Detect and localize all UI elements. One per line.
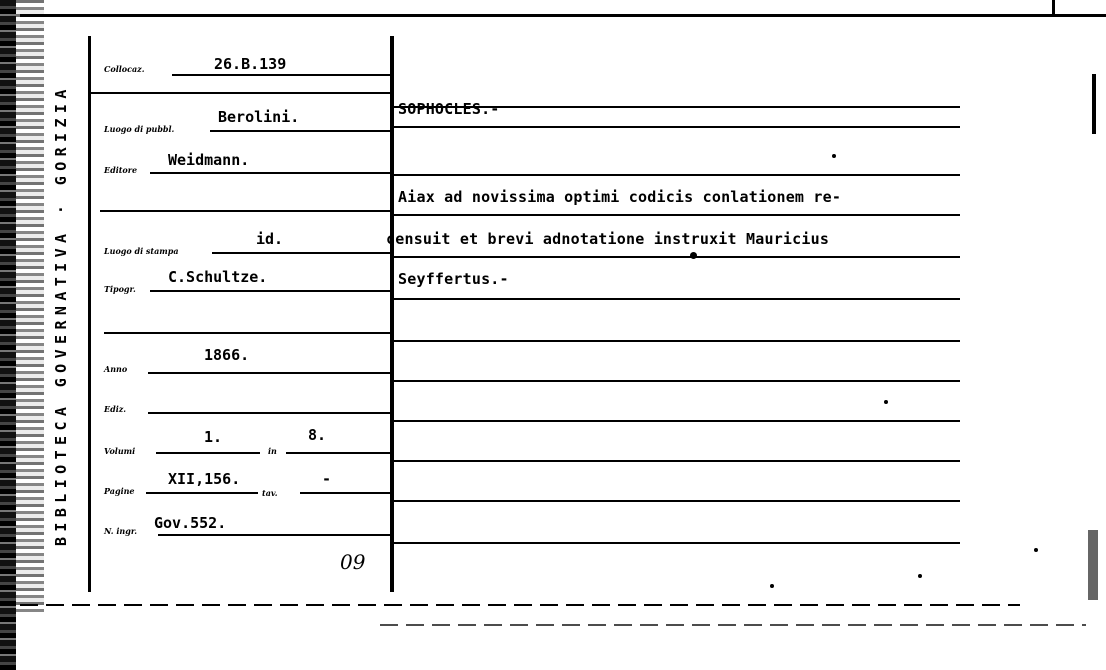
label-pagine: Pagine — [104, 486, 135, 496]
title-line-2: censuit et brevi adnotatione instruxit Mauricius — [386, 230, 830, 248]
rule-right-12 — [394, 542, 960, 544]
rule-n-ingresso — [158, 534, 390, 536]
rule-tavole — [300, 492, 390, 494]
label-luogo-stampa: Luogo di stampa — [104, 246, 179, 256]
value-volumi-in: 8. — [308, 426, 327, 444]
title-line-1: Aiax ad novissima optimi codicis conlationem re- — [398, 188, 842, 206]
label-volumi: Volumi — [104, 446, 136, 456]
speck — [918, 574, 922, 578]
bottom-shadow-edge — [380, 624, 1086, 626]
rule-right-11 — [394, 500, 960, 502]
label-volumi-in: in — [268, 446, 277, 456]
title-line-3: Seyffertus.- — [398, 270, 509, 288]
rule-tipografo — [150, 290, 390, 292]
speck — [1034, 548, 1038, 552]
value-tipografo: C.Schultze. — [168, 268, 268, 286]
rule-right-9 — [394, 420, 960, 422]
label-edizione: Ediz. — [104, 404, 127, 414]
rule-right-5 — [394, 256, 960, 258]
rule-right-3 — [394, 174, 960, 176]
value-tavole: - — [322, 470, 332, 488]
value-collocazione: 26.B.139 — [214, 55, 287, 73]
value-luogo-pubbl: Berolini. — [218, 108, 300, 126]
rule-right-7 — [394, 340, 960, 342]
label-luogo-pubbl: Luogo di pubbl. — [104, 124, 175, 134]
top-right-corner — [1052, 0, 1106, 17]
rule-blank-1 — [100, 210, 390, 212]
label-anno: Anno — [104, 364, 128, 374]
rule-right-6 — [394, 298, 960, 300]
rule-collocazione — [172, 74, 390, 76]
label-tipografo: Tipogr. — [104, 284, 136, 294]
speck — [770, 584, 774, 588]
value-luogo-stampa: id. — [256, 230, 284, 248]
label-n-ingresso: N. ingr. — [104, 526, 138, 536]
speck — [884, 400, 888, 404]
left-card-edge — [0, 0, 16, 670]
right-card-edge — [1086, 60, 1106, 640]
top-card-edge — [20, 0, 1060, 17]
author-heading: SOPHOCLES.- — [398, 100, 500, 118]
rule-editore — [150, 172, 390, 174]
library-side-title: BIBLIOTECA GOVERNATIVA · GORIZIA — [52, 84, 70, 546]
value-volumi: 1. — [204, 428, 223, 446]
speck — [832, 154, 836, 158]
rule-right-2 — [394, 126, 960, 128]
rule-volumi-in — [286, 452, 390, 454]
rule-section-2 — [104, 332, 390, 334]
rule-luogo-stampa — [212, 252, 390, 254]
label-editore: Editore — [104, 165, 138, 175]
speck — [690, 252, 697, 259]
rule-pagine — [146, 492, 258, 494]
rule-right-8 — [394, 380, 960, 382]
label-collocazione: Collocaz. — [104, 64, 145, 74]
bottom-card-edge — [20, 604, 1020, 606]
value-pagine: XII,156. — [168, 470, 241, 488]
rule-volumi — [156, 452, 260, 454]
value-editore: Weidmann. — [168, 151, 250, 169]
rule-luogo-pubbl — [210, 130, 390, 132]
rule-section-1 — [88, 92, 390, 94]
label-tavole: tav. — [262, 488, 278, 498]
rule-right-10 — [394, 460, 960, 462]
rule-edizione — [148, 412, 390, 414]
handwritten-number: 09 — [340, 550, 366, 574]
value-anno: 1866. — [204, 346, 250, 364]
rule-anno — [148, 372, 390, 374]
middle-rule — [390, 36, 394, 592]
left-card-shadow — [16, 0, 44, 612]
value-n-ingresso: Gov.552. — [154, 514, 227, 532]
rule-right-4 — [394, 214, 960, 216]
left-margin-rule — [88, 36, 91, 592]
